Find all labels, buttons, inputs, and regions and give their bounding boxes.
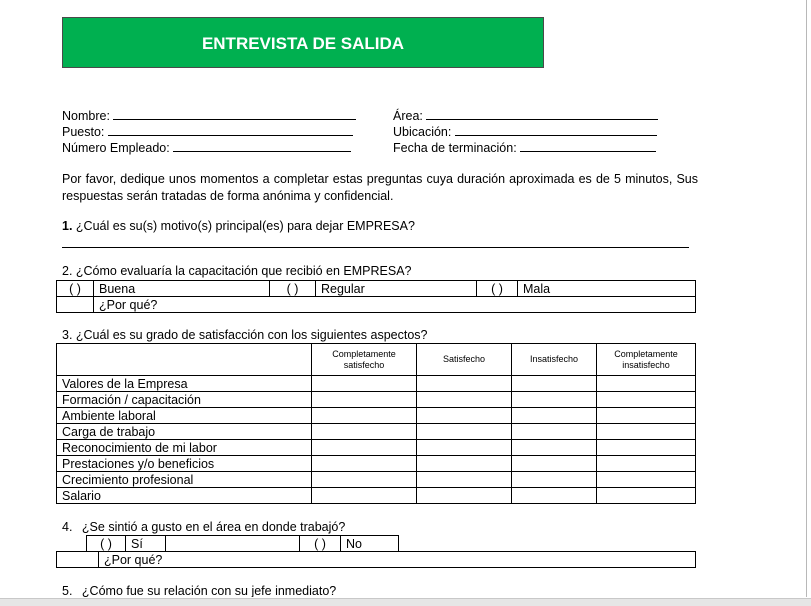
option-mala-checkbox[interactable]: ( ) <box>477 281 518 297</box>
rating-cell[interactable] <box>417 472 512 488</box>
rating-cell[interactable] <box>312 440 417 456</box>
aspect-label: Salario <box>57 488 312 504</box>
question-1-answer-line[interactable] <box>62 237 689 248</box>
rating-cell[interactable] <box>417 424 512 440</box>
numero-empleado-line <box>173 141 351 152</box>
rating-cell[interactable] <box>312 424 417 440</box>
rating-cell[interactable] <box>597 472 696 488</box>
table-row <box>57 408 696 424</box>
question-1 <box>62 219 415 233</box>
aspect-label: Ambiente laboral <box>57 408 312 424</box>
table-row <box>57 392 696 408</box>
table-row <box>57 376 696 392</box>
rating-cell[interactable] <box>597 488 696 504</box>
option-mala-label: Mala <box>518 281 696 297</box>
fecha-terminacion-label: Fecha de terminación: <box>393 141 517 155</box>
numero-empleado-field[interactable] <box>62 141 351 155</box>
aspect-header <box>57 344 312 376</box>
rating-cell[interactable] <box>417 440 512 456</box>
nombre-line <box>113 109 356 120</box>
question-4-text: ¿Se sintió a gusto en el área en donde trabajó? <box>81 520 346 534</box>
question-1-text: ¿Cuál es su(s) motivo(s) principal(es) para dejar EMPRESA? <box>75 219 415 233</box>
why-spacer <box>57 297 94 313</box>
option-regular-checkbox[interactable]: ( ) <box>270 281 316 297</box>
area-field[interactable] <box>393 109 658 123</box>
numero-empleado-label: Número Empleado: <box>62 141 170 155</box>
question-5 <box>62 584 336 597</box>
table-row <box>57 424 696 440</box>
rating-cell[interactable] <box>512 408 597 424</box>
question-2-text: 2. ¿Cómo evaluaría la capacitación que recibió en EMPRESA? <box>62 264 412 278</box>
rating-cell[interactable] <box>312 472 417 488</box>
rating-cell[interactable] <box>512 424 597 440</box>
rating-cell[interactable] <box>512 392 597 408</box>
rating-cell[interactable] <box>417 456 512 472</box>
option-no-label: No <box>341 536 399 552</box>
rating-cell[interactable] <box>312 376 417 392</box>
rating-cell[interactable] <box>512 472 597 488</box>
rating-cell[interactable] <box>512 488 597 504</box>
rating-cell[interactable] <box>312 408 417 424</box>
document-title: ENTREVISTA DE SALIDA <box>201 34 405 53</box>
question-3-text: 3. ¿Cuál es su grado de satisfacción con los siguientes aspectos? <box>62 328 428 342</box>
col-insatisfecho: Insatisfecho <box>512 344 597 376</box>
ubicacion-field[interactable] <box>393 125 657 139</box>
table-row <box>57 456 696 472</box>
puesto-field[interactable] <box>62 125 353 139</box>
table-row <box>57 488 696 504</box>
question-2-why[interactable]: ¿Por qué? <box>94 297 696 313</box>
nombre-field[interactable] <box>62 109 356 123</box>
option-si-label: Sí <box>126 536 166 552</box>
table-row <box>57 472 696 488</box>
area-line <box>426 109 658 120</box>
aspect-label: Prestaciones y/o beneficios <box>57 456 312 472</box>
rating-cell[interactable] <box>312 456 417 472</box>
aspect-label: Valores de la Empresa <box>57 376 312 392</box>
aspect-label: Crecimiento profesional <box>57 472 312 488</box>
fecha-terminacion-field[interactable] <box>393 141 656 155</box>
rating-cell[interactable] <box>312 392 417 408</box>
option-buena-label: Buena <box>94 281 270 297</box>
title-banner <box>62 17 544 68</box>
fecha-terminacion-line <box>520 141 656 152</box>
ubicacion-line <box>455 125 657 136</box>
intro-paragraph: Por favor, dedique unos momentos a completar estas preguntas cuya duración aproximada es de 5 minutos, Sus respuestas serán tratadas de forma anónima y confidencial. <box>62 172 698 203</box>
why-spacer <box>57 552 99 568</box>
aspect-label: Formación / capacitación <box>57 392 312 408</box>
rating-cell[interactable] <box>597 440 696 456</box>
question-4-number: 4. <box>62 520 73 534</box>
rating-cell[interactable] <box>597 424 696 440</box>
rating-cell[interactable] <box>597 408 696 424</box>
col-completamente-insatisfecho: Completamente insatisfecho <box>597 344 696 376</box>
option-no-checkbox[interactable]: ( ) <box>300 536 341 552</box>
option-si-checkbox[interactable]: ( ) <box>87 536 126 552</box>
question-4-options <box>86 535 399 552</box>
nombre-label: Nombre: <box>62 109 110 123</box>
puesto-label: Puesto: <box>62 125 105 139</box>
rating-cell[interactable] <box>312 488 417 504</box>
option-regular-label: Regular <box>316 281 477 297</box>
question-5-text: ¿Cómo fue su relación con su jefe inmediato? <box>81 584 337 597</box>
question-4 <box>62 520 345 534</box>
ubicacion-label: Ubicación: <box>393 125 452 139</box>
question-2-table <box>56 280 696 313</box>
satisfaction-table <box>56 343 696 504</box>
col-completamente-satisfecho: Completamente satisfecho <box>312 344 417 376</box>
rating-cell[interactable] <box>597 456 696 472</box>
rating-cell[interactable] <box>417 376 512 392</box>
question-4-why-table <box>56 551 696 568</box>
table-row <box>57 440 696 456</box>
rating-cell[interactable] <box>417 408 512 424</box>
question-4-why[interactable]: ¿Por qué? <box>99 552 696 568</box>
rating-cell[interactable] <box>417 488 512 504</box>
option-buena-checkbox[interactable]: ( ) <box>57 281 94 297</box>
rating-cell[interactable] <box>597 392 696 408</box>
rating-cell[interactable] <box>512 456 597 472</box>
rating-cell[interactable] <box>512 440 597 456</box>
option-blank-cell <box>166 536 300 552</box>
aspect-label: Reconocimiento de mi labor <box>57 440 312 456</box>
area-label: Área: <box>393 109 423 123</box>
puesto-line <box>108 125 353 136</box>
question-1-number: 1. <box>62 219 73 233</box>
col-satisfecho: Satisfecho <box>417 344 512 376</box>
rating-cell[interactable] <box>512 376 597 392</box>
rating-cell[interactable] <box>597 376 696 392</box>
question-5-number: 5. <box>62 584 73 597</box>
rating-cell[interactable] <box>417 392 512 408</box>
aspect-label: Carga de trabajo <box>57 424 312 440</box>
